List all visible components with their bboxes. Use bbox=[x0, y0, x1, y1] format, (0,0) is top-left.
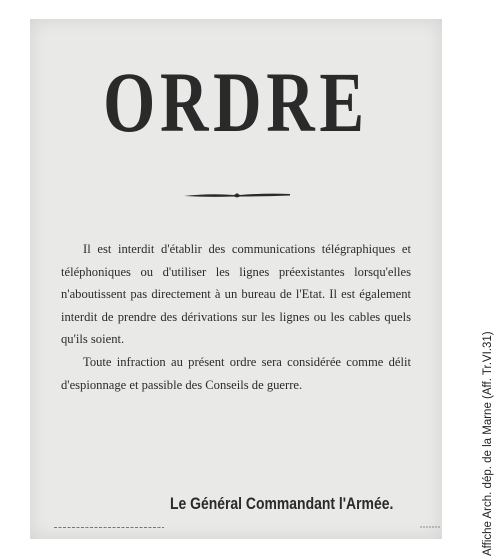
order-text bbox=[61, 238, 411, 396]
signature: Le Général Commandant l'Armée. bbox=[170, 494, 394, 513]
poster bbox=[30, 19, 442, 539]
poster-title: ORDRE bbox=[103, 54, 369, 150]
archive-caption: Affiche Arch. dép. de la Marne (Aff. Tr.VI.31) bbox=[482, 331, 494, 556]
order-paragraph-1: Il est interdit d'établir des communications télégraphiques et téléphoniques ou d'utiliser les lignes préexistantes lorsqu'elles n'aboutissent pas directement à un bureau de l'Etat. Il est également interdit de prendre des dérivations sur les lignes ou les cables quels qu'ils soient. bbox=[61, 242, 411, 347]
poster-reference-mark bbox=[420, 524, 440, 530]
order-paragraph-2: Toute infraction au présent ordre sera considérée comme délit d'espionnage et passible des Conseils de guerre. bbox=[61, 354, 411, 392]
printer-imprint bbox=[54, 525, 164, 530]
ornament-divider bbox=[182, 190, 292, 200]
